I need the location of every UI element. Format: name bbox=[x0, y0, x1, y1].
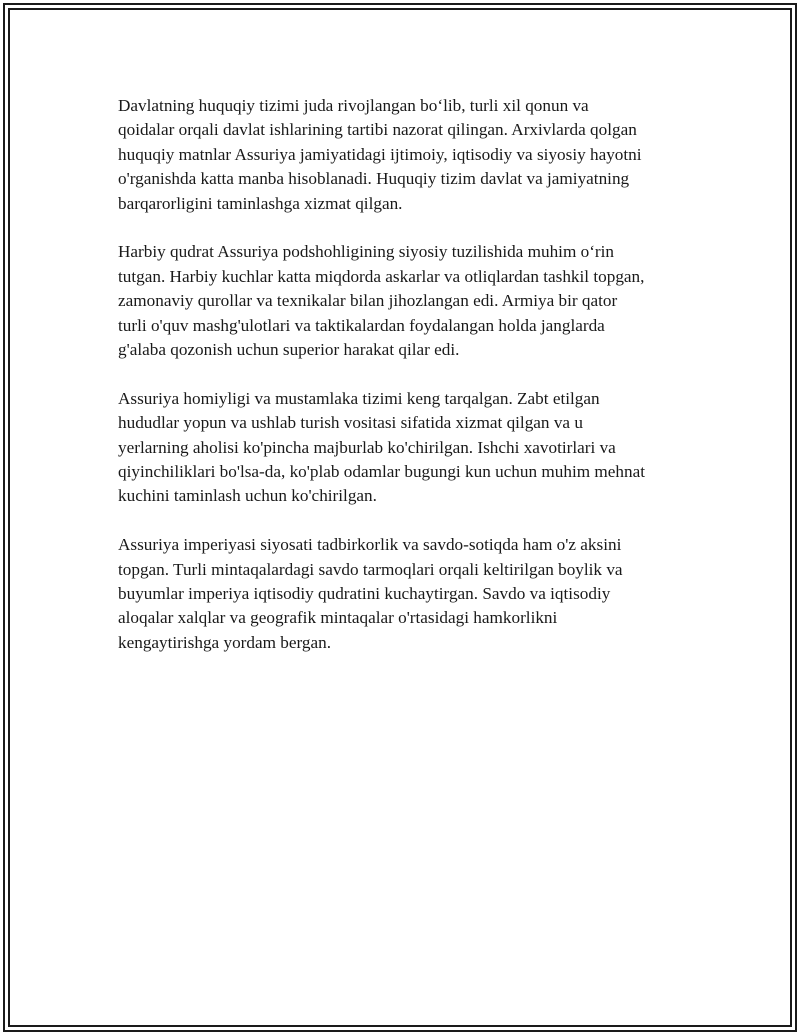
paragraph-military-power: Harbiy qudrat Assuriya podshohligining siyosiy tuzilishida muhim o‘rin tutgan. Harbiy kuchlar katta miqdorda askarlar va otliqlardan tashkil topgan, zamonaviy qurollar va texnikalar bilan jihozlangan edi. Armiya bir qator turli o'quv mashg'ulotlari va taktikalardan foydalangan holda janglarda g'alaba qozonish uchun superior harakat qilar edi. bbox=[118, 242, 645, 360]
paragraph-trade-policy: Assuriya imperiyasi siyosati tadbirkorlik va savdo-sotiqda ham o'z aksini topgan. Turli mintaqalardagi savdo tarmoqlari orqali keltirilgan boylik va buyumlar imperiya iqtisodiy qudratini kuchaytirgan. Savdo va iqtisodiy aloqalar xalqlar va geografik mintaqalar o'rtasidagi hamkorlikni kengaytirishga yordam bergan. bbox=[118, 535, 623, 652]
paragraph-colonial-system: Assuriya homiyligi va mustamlaka tizimi keng tarqalgan. Zabt etilgan hududlar yopun va ushlab turish vositasi sifatida xizmat qilgan va u yerlarning aholisi ko'pincha majburlab ko'chirilgan. Ishchi xavotirlari va qiyinchiliklari bo'lsa-da, ko'plab odamlar bugungi kun uchun muhim mehnat kuchini taminlash uchun ko'chirilgan. bbox=[118, 388, 645, 506]
document-body bbox=[118, 94, 678, 680]
paragraph-legal-system: Davlatning huquqiy tizimi juda rivojlangan bo‘lib, turli xil qonun va qoidalar orqali davlat ishlarining tartibi nazorat qilingan. Arxivlarda qolgan huquqiy matnlar Assuriya jamiyatidagi ijtimoiy, iqtisodiy va siyosiy hayotni o'rganishda katta manba hisoblanadi. Huquqiy tizim davlat va jamiyatning barqarorligini taminlashga xizmat qilgan. bbox=[118, 96, 642, 213]
